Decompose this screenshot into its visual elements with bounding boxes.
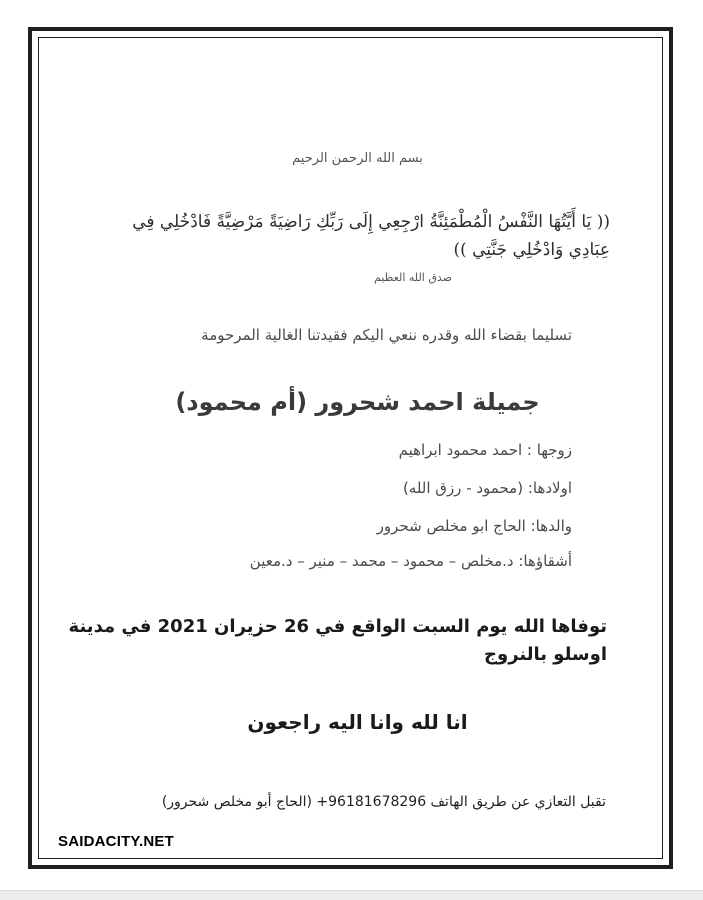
quran-verse-line-2: عِبَادِي وَادْخُلِي جَنَّتِي )) — [453, 240, 610, 260]
bottom-strip — [0, 890, 703, 900]
site-watermark: SAIDACITY.NET — [58, 833, 174, 850]
notice-inner-border — [38, 37, 663, 859]
intro-text: تسليما بقضاء الله وقدره ننعي اليكم فقيدتنا الغالية المرحومة — [201, 326, 572, 344]
sadaq-allah: صدق الله العظيم — [374, 271, 452, 284]
father-line: والدها: الحاج ابو مخلص شحرور — [376, 517, 572, 535]
husband-line: زوجها : احمد محمود ابراهيم — [398, 441, 572, 459]
basmala: بسم الله الرحمن الرحيم — [292, 151, 423, 166]
quran-verse-line-1: (( يَا أَيَّتُهَا النَّفْسُ الْمُطْمَئِنَّةُ ارْجِعِي إِلَى رَبِّكِ رَاضِيَةً مَرْضِيَّةً فَادْخُلِي فِي — [132, 212, 610, 232]
notice-outer-border — [28, 27, 673, 869]
condolence-contact: تقبل التعازي عن طريق الهاتف 96181678296+ (الحاج أبو مخلص شحرور) — [161, 794, 606, 810]
death-announcement-line-1: توفاها الله يوم السبت الواقع في 26 حزيران 2021 في مدينة — [68, 616, 607, 637]
inna-lillah: انا لله وانا اليه راجعون — [247, 710, 468, 734]
deceased-name: جميلة احمد شحرور (أم محمود) — [175, 388, 540, 416]
siblings-line: أشقاؤها: د.مخلص – محمود – محمد – منير – د.معين — [249, 552, 572, 570]
children-line: اولادها: (محمود - رزق الله) — [402, 479, 572, 497]
death-announcement-line-2: اوسلو بالنروج — [484, 644, 607, 665]
